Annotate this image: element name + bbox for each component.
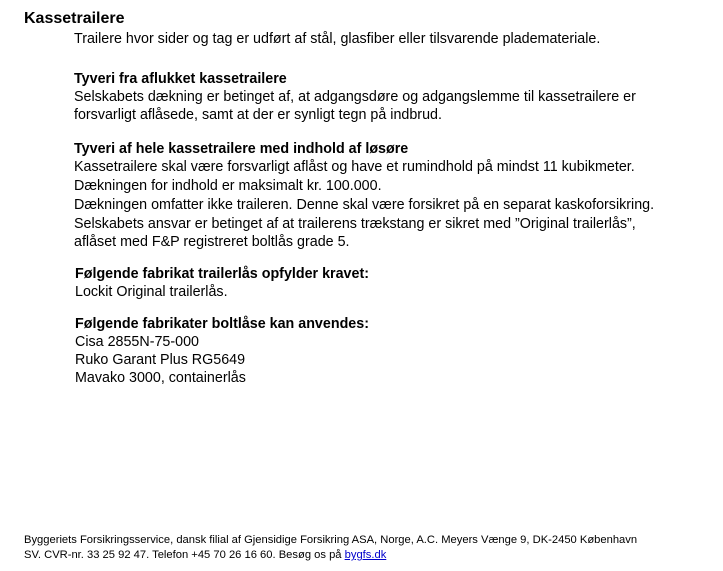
website-link[interactable]: bygfs.dk (344, 549, 387, 561)
footer-line-1: Byggeriets Forsikringsservice, dansk filial af Gjensidige Forsikring ASA, Norge, A.C. Meyers Vænge 9, DK-2450 København (24, 534, 638, 546)
footer-line-2 (24, 548, 714, 563)
section-heading: Følgende fabrikat trailerlås opfylder kravet: (75, 266, 369, 282)
section-paragraph: Selskabets dækning er betinget af, at adgangsdøre og adgangslemme til kassetrailere er forsvarligt aflåsede, samt at der er synligt tegn på indbrud. (74, 89, 636, 123)
footer (24, 533, 714, 563)
section-heading: Tyveri af hele kassetrailere med indhold af løsøre (74, 141, 409, 157)
section-heading: Tyveri fra aflukket kassetrailere (74, 71, 287, 87)
intro-text: Trailere hvor sider og tag er udført af stål, glasfiber eller tilsvarende pladematerialе. (74, 31, 601, 47)
section-paragraph: Kassetrailere skal være forsvarligt aflåst og have et rumindhold på mindst 11 kubikmeter. (74, 159, 635, 175)
section-heading: Følgende fabrikater boltlåse kan anvendes: (75, 316, 369, 332)
section-theft-of-whole-trailer (74, 140, 674, 251)
list-item: Cisa 2855N-75-000 (75, 334, 199, 350)
list-item: Mavako 3000, containerlås (75, 370, 246, 386)
section-paragraph: Dækningen for indhold er maksimalt kr. 100.000. (74, 178, 382, 194)
section-theft-from-locked (74, 70, 674, 124)
section-paragraph: Lockit Original trailerlås. (75, 284, 228, 300)
footer-line-2-text: SV. CVR-nr. 33 25 92 47. Telefon +45 70 26 16 60. Besøg os på (24, 549, 345, 561)
section-approved-bolt-locks (75, 315, 675, 387)
section-paragraph: Dækningen omfatter ikke traileren. Denne skal være forsikret på en separat kaskoforsikring. (74, 197, 655, 213)
page-title: Kassetrailere (24, 10, 125, 27)
section-paragraph: Selskabets ansvar er betinget af at trailerens trækstang er sikret med ”Original trailerlås”, aflåset med F&P registreret boltlås grade 5. (74, 216, 636, 250)
section-approved-trailer-locks (75, 265, 675, 301)
list-item: Ruko Garant Plus RG5649 (75, 352, 246, 368)
